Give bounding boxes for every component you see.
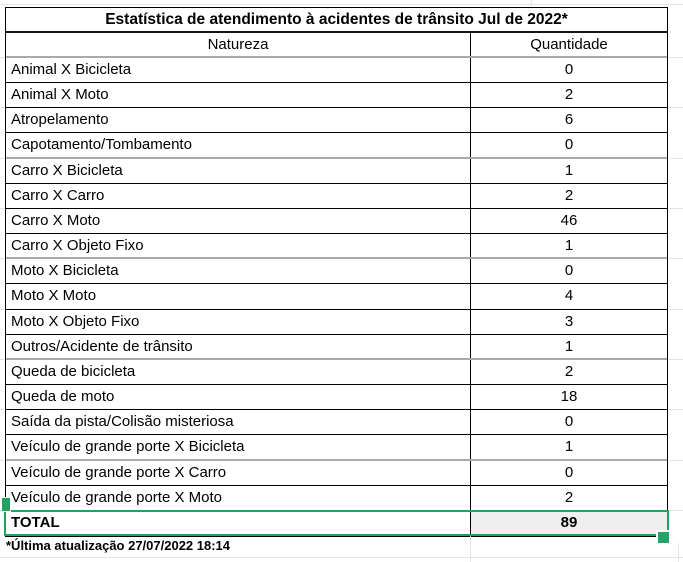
natureza-cell[interactable]: Moto X Bicicleta bbox=[11, 262, 119, 280]
natureza-cell[interactable]: Capotamento/Tombamento bbox=[11, 136, 192, 154]
gridline bbox=[0, 460, 5, 461]
gridline bbox=[470, 536, 471, 562]
total-value-cell[interactable]: 89 bbox=[470, 511, 667, 536]
column-header-natureza[interactable]: Natureza bbox=[207, 36, 269, 53]
gridline bbox=[0, 557, 683, 558]
gridline bbox=[669, 258, 683, 259]
accident-statistics-table bbox=[5, 7, 668, 537]
table-row[interactable] bbox=[6, 310, 667, 335]
table-row[interactable] bbox=[6, 410, 667, 435]
gridline bbox=[0, 258, 5, 259]
natureza-cell[interactable]: Carro X Moto bbox=[11, 211, 101, 229]
table-row[interactable] bbox=[6, 108, 667, 133]
gridline bbox=[669, 107, 683, 108]
natureza-cell[interactable]: Queda de bicicleta bbox=[11, 362, 136, 380]
natureza-cell[interactable]: Moto X Objeto Fixo bbox=[11, 312, 140, 330]
gridline bbox=[0, 359, 5, 360]
table-row[interactable] bbox=[6, 83, 667, 108]
table-row[interactable] bbox=[6, 335, 667, 360]
gridline bbox=[0, 57, 5, 58]
quantidade-cell[interactable]: 2 bbox=[470, 83, 667, 107]
natureza-cell[interactable]: Animal X Moto bbox=[11, 86, 109, 104]
quantidade-cell[interactable]: 0 bbox=[470, 58, 667, 82]
gridline bbox=[0, 208, 5, 209]
natureza-cell[interactable]: Moto X Moto bbox=[11, 287, 97, 305]
quantidade-cell[interactable]: 0 bbox=[470, 461, 667, 485]
natureza-cell[interactable]: Carro X Bicicleta bbox=[11, 161, 123, 179]
quantidade-cell[interactable]: 1 bbox=[470, 335, 667, 358]
quantidade-cell[interactable]: 46 bbox=[470, 209, 667, 233]
gridline bbox=[0, 158, 5, 159]
natureza-cell[interactable]: Carro X Objeto Fixo bbox=[11, 237, 144, 255]
gridline bbox=[0, 409, 5, 410]
table-row[interactable] bbox=[6, 159, 667, 184]
table-row[interactable] bbox=[6, 234, 667, 259]
natureza-cell[interactable]: Animal X Bicicleta bbox=[11, 61, 132, 78]
natureza-cell[interactable]: Veículo de grande porte X Moto bbox=[11, 488, 222, 506]
column-header-quantidade[interactable]: Quantidade bbox=[470, 33, 667, 56]
quantidade-cell[interactable]: 3 bbox=[470, 310, 667, 334]
natureza-cell[interactable]: Outros/Acidente de trânsito bbox=[11, 337, 193, 355]
quantidade-cell[interactable]: 2 bbox=[470, 184, 667, 208]
gridline bbox=[669, 208, 683, 209]
gridline bbox=[669, 158, 683, 159]
quantidade-cell[interactable]: 0 bbox=[470, 410, 667, 434]
gridline bbox=[0, 309, 5, 310]
quantidade-cell[interactable]: 2 bbox=[470, 486, 667, 510]
quantidade-cell[interactable]: 6 bbox=[470, 108, 667, 132]
table-row[interactable] bbox=[6, 184, 667, 209]
gridline bbox=[531, 0, 532, 6]
fill-handle-bottom-right[interactable] bbox=[656, 530, 671, 545]
table-row[interactable] bbox=[6, 209, 667, 234]
quantidade-cell[interactable]: 1 bbox=[470, 159, 667, 183]
update-note-cell[interactable]: *Última atualização 27/07/2022 18:14 bbox=[6, 538, 231, 553]
gridline bbox=[669, 409, 683, 410]
natureza-cell[interactable]: Atropelamento bbox=[11, 111, 109, 129]
table-row[interactable] bbox=[6, 435, 667, 460]
quantidade-cell[interactable]: 1 bbox=[470, 234, 667, 257]
header-row bbox=[6, 33, 667, 58]
natureza-cell[interactable]: Veículo de grande porte X Bicicleta bbox=[11, 438, 245, 456]
gridline bbox=[669, 510, 683, 511]
gridline bbox=[669, 359, 683, 360]
table-row[interactable] bbox=[6, 133, 667, 158]
table-row[interactable] bbox=[6, 461, 667, 486]
quantidade-cell[interactable]: 0 bbox=[470, 133, 667, 156]
quantidade-cell[interactable]: 1 bbox=[470, 435, 667, 458]
total-row[interactable] bbox=[6, 511, 667, 536]
quantidade-cell[interactable]: 4 bbox=[470, 284, 667, 308]
gridline bbox=[669, 460, 683, 461]
quantidade-cell[interactable]: 2 bbox=[470, 360, 667, 384]
gridline bbox=[0, 107, 5, 108]
gridline bbox=[0, 4, 683, 5]
table-row[interactable] bbox=[6, 58, 667, 83]
selection-handle-top-left[interactable] bbox=[1, 497, 11, 512]
quantidade-cell[interactable]: 18 bbox=[470, 385, 667, 409]
natureza-cell[interactable]: Queda de moto bbox=[11, 388, 115, 406]
table-row[interactable] bbox=[6, 259, 667, 284]
quantidade-cell[interactable]: 0 bbox=[470, 259, 667, 283]
table-row[interactable] bbox=[6, 360, 667, 385]
natureza-cell[interactable]: Carro X Carro bbox=[11, 186, 105, 204]
natureza-cell[interactable]: Saída da pista/Colisão misteriosa bbox=[11, 413, 234, 431]
table-row[interactable] bbox=[6, 385, 667, 410]
total-label-cell[interactable]: TOTAL bbox=[11, 513, 60, 531]
gridline bbox=[678, 543, 679, 562]
table-row[interactable] bbox=[6, 486, 667, 511]
table-row[interactable] bbox=[6, 284, 667, 309]
title-cell[interactable]: Estatística de atendimento à acidentes de trânsito Jul de 2022* bbox=[6, 8, 667, 33]
natureza-cell[interactable]: Veículo de grande porte X Carro bbox=[11, 463, 227, 481]
gridline bbox=[669, 57, 683, 58]
gridline bbox=[669, 309, 683, 310]
